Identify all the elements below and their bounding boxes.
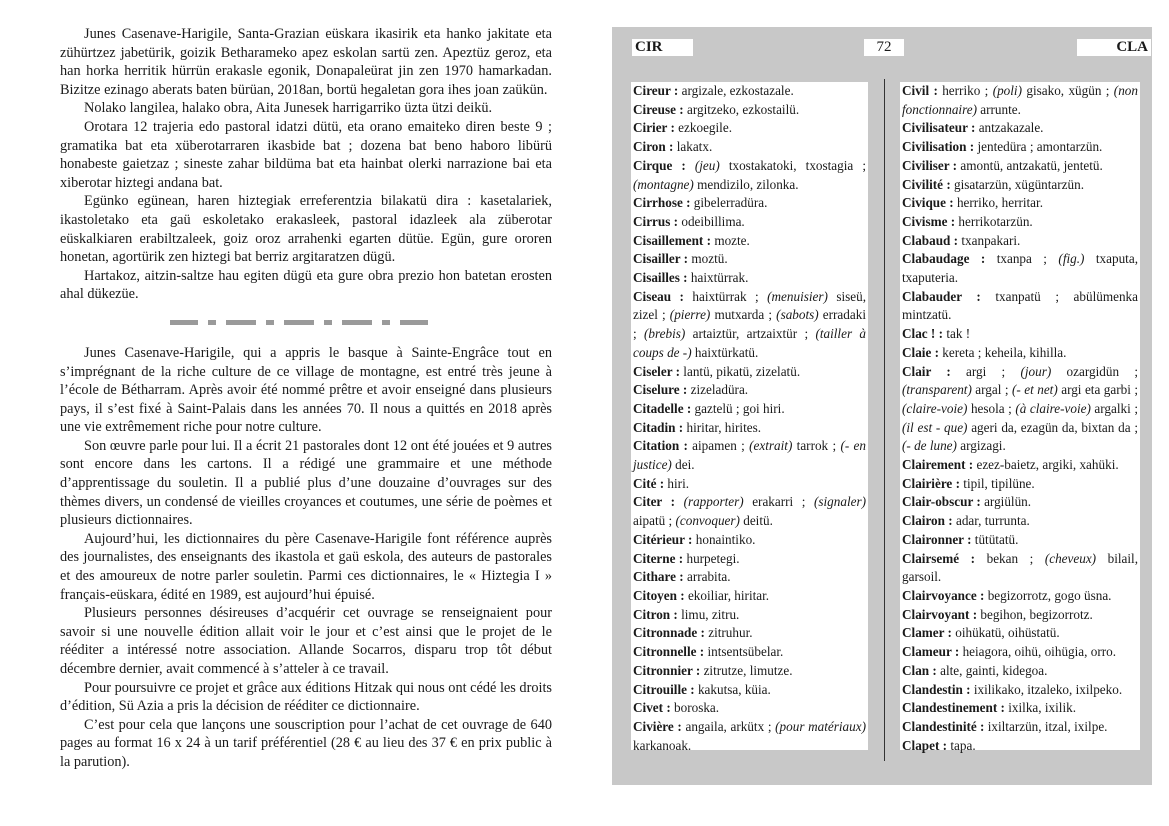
- basque-paragraph-3: Orotara 12 trajeria edo pastoral idatzi dütü, eta orano emaiteko diren beste 9 ; gramatika bat eta xüberotarraren ikasbide bat ; dozena bat beno haboro libürü honabeste gaietzaz ; sineste zahar bildüma bat eta hainbat olerki narrazione bai eta xiberotar hiztegi andana bat.: [60, 118, 552, 191]
- entry-headword: Citoyen :: [633, 587, 685, 603]
- entry-headword: Claironner :: [902, 531, 972, 547]
- entry-headword: Citerne :: [633, 550, 684, 566]
- dictionary-entry: [633, 400, 866, 419]
- entry-translation: ageri da, ezagün da, bixtan da ;: [967, 419, 1138, 435]
- dictionary-entry: [633, 493, 866, 530]
- entry-usage-note: (transparent): [902, 382, 972, 398]
- dictionary-entry: [633, 643, 866, 662]
- entry-translation: kereta ; keheila, kihilla.: [939, 344, 1067, 360]
- dictionary-entry: [902, 531, 1138, 550]
- entry-usage-note: (montagne): [633, 176, 694, 192]
- dictionary-entry: [902, 363, 1138, 457]
- entry-translation: oihükatü, oihüstatü.: [951, 625, 1060, 641]
- entry-translation: bilail, garsoil.: [902, 550, 1139, 585]
- entry-headword: Cisailler :: [633, 251, 689, 267]
- entry-headword: Cirque :: [633, 157, 686, 173]
- dictionary-entry: [902, 82, 1138, 119]
- entry-translation: argitzeko, ezkostailü.: [683, 101, 800, 117]
- entry-headword: Civil :: [902, 83, 938, 98]
- entry-translation: amontü, antzakatü, jentetü.: [957, 157, 1103, 173]
- entry-headword: Cirier :: [633, 120, 675, 136]
- entry-usage-note: (non fonctionnaire): [902, 83, 1138, 117]
- entry-headword: Clairvoyant :: [902, 606, 978, 622]
- entry-translation: ezkoegile.: [674, 120, 732, 136]
- entry-translation: tak !: [943, 326, 971, 342]
- dictionary-entry: [633, 213, 866, 232]
- entry-translation: hesola ;: [967, 400, 1016, 416]
- entry-usage-note: (rapporter): [683, 494, 744, 510]
- dictionary-entry: [633, 82, 866, 101]
- dictionary-entry: [633, 699, 866, 718]
- entry-translation: begihon, begizorrotz.: [977, 606, 1093, 622]
- entry-usage-note: (tailler à coups de -): [633, 326, 866, 360]
- entry-translation: gibelerradüra.: [690, 195, 768, 211]
- entry-usage-note: (convoquer): [675, 513, 740, 529]
- dictionary-entry: [633, 232, 866, 251]
- entry-headword: Citadelle :: [633, 400, 692, 416]
- basque-paragraph-2: Nolako langilea, halako obra, Aita Junesek harrigarriko üzta ützi deikü.: [84, 100, 493, 117]
- dictionary-entry: [633, 624, 866, 643]
- entry-headword: Civilisateur :: [902, 120, 976, 136]
- entry-headword: Clairon :: [902, 513, 953, 529]
- entry-usage-note: (poli): [992, 83, 1022, 98]
- entry-translation: honaintiko.: [692, 531, 756, 547]
- french-paragraph-6: C’est pour cela que lançons une souscription pour l’achat de cet ouvrage de 640 pages au format 16 x 24 à un tarif préférentiel (28 € au lieu des 37 € en prix public à la parution).: [60, 716, 552, 770]
- entry-translation: haixtürrak.: [687, 270, 749, 286]
- entry-translation: angaila, arkütx ;: [681, 718, 776, 734]
- entry-headword: Clandestinité :: [902, 718, 985, 734]
- dictionary-entry: [902, 662, 1138, 681]
- entry-headword: Civiliser :: [902, 157, 958, 173]
- entry-translation: intsentsübelar.: [704, 644, 784, 660]
- entry-translation: gisatarzün, xügüntarzün.: [950, 176, 1085, 192]
- entry-translation: argi eta garbi ;: [1057, 382, 1138, 398]
- entry-translation: argizale, ezkostazale.: [678, 83, 794, 98]
- entry-usage-note: (extrait): [749, 438, 793, 454]
- dictionary-entry: [902, 587, 1138, 606]
- entry-translation: heiagora, oihü, oihügia, orro.: [959, 644, 1117, 660]
- entry-headword: Clairvoyance :: [902, 587, 985, 603]
- basque-paragraph-1: Junes Casenave-Harigile, Santa-Grazian eüskara ikasirik eta hanko jakitate eta zühürtzez jabetürik, goizik Betharameko apez eskolan sartü zen. Apeztüz geroz, eta han horka herritik hürrün erakasle egonik, Donapaleürat jin zen 1970 hamarkadan. Bizitze ezinago aberats baten bürüan, 2018an, bortü hegaletan gora ihes joan zaükün.: [60, 26, 552, 98]
- entry-translation: ixilka, ixilik.: [1004, 700, 1077, 716]
- entry-translation: txaputa, txaputeria.: [902, 251, 1138, 286]
- dictionary-entry: [633, 718, 866, 755]
- entry-headword: Citronnelle :: [633, 644, 705, 660]
- entry-translation: dei.: [671, 457, 695, 473]
- entry-translation: siseü, zizel ;: [633, 288, 867, 323]
- entry-headword: Clandestin :: [902, 681, 971, 697]
- entry-translation: erradaki ;: [633, 307, 866, 342]
- entry-headword: Ciselure :: [633, 382, 688, 398]
- entry-headword: Clabaud :: [902, 232, 959, 248]
- entry-translation: adar, turrunta.: [952, 513, 1030, 529]
- dictionary-entry: [633, 419, 866, 438]
- entry-translation: hurpetegi.: [683, 550, 740, 566]
- entry-translation: ekoiliar, hiritar.: [684, 587, 770, 603]
- dictionary-entry: [902, 232, 1138, 251]
- entry-headword: Clairsemé :: [902, 550, 976, 566]
- entry-usage-note: (- de lune): [902, 438, 957, 454]
- entry-translation: txanpatü ; abülümenka mintzatü.: [902, 288, 1138, 323]
- entry-usage-note: (claire-voie): [902, 400, 968, 416]
- entry-translation: arrabita.: [683, 569, 731, 585]
- dictionary-entry: [633, 101, 866, 120]
- dictionary-entry: [633, 475, 866, 494]
- entry-headword: Clapet :: [902, 737, 948, 753]
- entry-usage-note: (- en justice): [633, 438, 866, 473]
- dictionary-entry: [902, 643, 1138, 662]
- left-page: [60, 25, 552, 772]
- dictionary-entry: [633, 437, 866, 474]
- entry-translation: jentedüra ; amontarzün.: [974, 139, 1103, 155]
- entry-translation: antzakazale.: [975, 120, 1044, 136]
- entry-headword: Citronnade :: [633, 625, 705, 641]
- entry-translation: tarrok ;: [792, 438, 841, 454]
- entry-usage-note: (jour): [1020, 363, 1052, 379]
- entry-usage-note: (brebis): [644, 326, 686, 342]
- entry-translation: ixilikako, itzaleko, ixilpeko.: [970, 681, 1123, 697]
- entry-usage-note: (à claire-voie): [1015, 400, 1091, 416]
- dictionary-entry: [902, 344, 1138, 363]
- entry-headword: Citron :: [633, 606, 678, 622]
- entry-translation: gisako, xügün ;: [1022, 83, 1114, 98]
- entry-headword: Citrouille :: [633, 681, 695, 697]
- dictionary-entry: [633, 606, 866, 625]
- column-divider: [884, 79, 885, 761]
- dictionary-entry: [902, 138, 1138, 157]
- entry-headword: Civisme :: [902, 213, 956, 229]
- entry-translation: zizeladüra.: [687, 382, 749, 398]
- entry-headword: Civière :: [633, 718, 682, 734]
- entry-translation: herrikotarzün.: [955, 213, 1033, 229]
- entry-translation: argal ;: [971, 382, 1013, 398]
- dictionary-entry: [902, 325, 1138, 344]
- french-paragraph-1: Junes Casenave-Harigile, qui a appris le basque à Sainte-Engrâce tout en s’imprégnant de la riche culture de ce village de montagne, est entré très jeune à l’école de Bétharram. Après avoir été nommé prêtre et avoir enseigné dans plusieurs pays, il s’est fixé à Saint-Palais dans les années 70. Il nous a quittés en 2018 après une vie extrêmement riche pour notre culture.: [60, 344, 552, 436]
- entry-translation: aipamen ;: [687, 438, 750, 454]
- entry-translation: txanpa ;: [985, 251, 1059, 267]
- entry-translation: txostakatoki, txostagia ;: [719, 157, 866, 173]
- entry-translation: alte, gainti, kidegoa.: [936, 662, 1048, 678]
- french-paragraph-3: Aujourd’hui, les dictionnaires du père Casenave-Harigile font référence auprès des journalistes, des enseignants des ikastola et gaü eskola, des auteurs de pastorales et des amoureux de notre parler souletin. Parmi ces dictionnaires, le « Hiztegia I » français-eüskara, édité en 1989, est aujourd’hui épuisé.: [60, 530, 552, 603]
- dictionary-entry: [902, 699, 1138, 718]
- entry-translation: odeibillima.: [678, 213, 745, 229]
- entry-usage-note: (sabots): [776, 307, 819, 323]
- entry-headword: Citation :: [633, 438, 688, 454]
- entry-translation: herriko ;: [937, 83, 993, 98]
- entry-translation: zitrutze, limutze.: [700, 662, 793, 678]
- entry-translation: tapa.: [947, 737, 976, 753]
- entry-headword: Clandestinement :: [902, 700, 1005, 716]
- entry-usage-note: (pierre): [669, 307, 711, 323]
- entry-headword: Cisaillement :: [633, 232, 712, 248]
- dictionary-entry: [902, 119, 1138, 138]
- entry-headword: Cirrus :: [633, 213, 679, 229]
- entry-translation: artaiztür, artzaixtür ;: [685, 326, 816, 342]
- entry-headword: Civilisation :: [902, 139, 975, 155]
- header-first-word: CIR: [632, 39, 693, 56]
- entry-headword: Cithare :: [633, 569, 684, 585]
- entry-headword: Cirrhose :: [633, 195, 691, 211]
- entry-translation: argi ;: [950, 363, 1021, 379]
- entry-translation: moztü.: [688, 251, 728, 267]
- french-paragraph-2: Son œuvre parle pour lui. Il a écrit 21 pastorales dont 12 ont été jouées et 9 autres sont encore dans les cartons. Il a rédigé une grammaire et une méthode d’apprentissage du souletin. Il a publié plus d’une douzaine d’ouvrages sur des thèmes divers, un condensé de vieilles croyances et coutumes, une série de poèmes et plusieurs dictionnaires.: [60, 437, 552, 529]
- entry-translation: hiri.: [664, 475, 690, 491]
- entry-translation: argizagi.: [956, 438, 1006, 454]
- dictionary-entry: [633, 138, 866, 157]
- section-separator: [60, 308, 552, 338]
- entry-translation: mozte.: [711, 232, 750, 248]
- dictionary-entry: [902, 456, 1138, 475]
- entry-translation: karkanoak.: [633, 737, 692, 753]
- entry-translation: boroska.: [670, 700, 720, 716]
- entry-headword: Citadin :: [633, 419, 684, 435]
- entry-translation: tipil, tipilüne.: [959, 475, 1035, 491]
- entry-headword: Citérieur :: [633, 531, 693, 547]
- dictionary-entry: [902, 550, 1138, 587]
- entry-translation: [686, 158, 695, 173]
- dictionary-entry: [902, 288, 1138, 325]
- entry-headword: Cisailles :: [633, 270, 688, 286]
- entry-usage-note: (il est - que): [902, 419, 968, 435]
- dictionary-entry: [633, 250, 866, 269]
- entry-translation: kakutsa, küia.: [694, 681, 771, 697]
- entry-translation: begizorrotz, gogo üsna.: [984, 587, 1112, 603]
- entry-translation: arrunte.: [976, 101, 1021, 117]
- entry-headword: Claie :: [902, 344, 939, 360]
- entry-translation: [675, 494, 684, 509]
- entry-headword: Clamer :: [902, 625, 952, 641]
- dictionary-entry: [902, 737, 1138, 756]
- entry-translation: gaztelü ; goi hiri.: [691, 400, 785, 416]
- dictionary-column-right: [900, 82, 1140, 753]
- entry-usage-note: (pour matériaux): [775, 718, 866, 734]
- french-paragraph-5: Pour poursuivre ce projet et grâce aux éditions Hitzak qui nous ont cédé les droits d’édition, Sü Azia a pris la décision de rééditer ce dictionnaire.: [60, 679, 552, 715]
- entry-translation: ozargidün ;: [1051, 363, 1138, 379]
- entry-translation: aipatü ;: [633, 513, 676, 529]
- entry-translation: argalki ;: [1090, 400, 1138, 416]
- entry-translation: lakatx.: [673, 139, 713, 155]
- dictionary-entry: [633, 157, 866, 194]
- entry-translation: argiülün.: [980, 494, 1032, 510]
- entry-headword: Clabaudage :: [902, 251, 986, 267]
- entry-headword: Citronnier :: [633, 662, 701, 678]
- entry-usage-note: (- et net): [1012, 382, 1058, 398]
- entry-translation: txanpakari.: [958, 232, 1021, 248]
- entry-translation: deitü.: [739, 513, 773, 529]
- dictionary-page: [612, 27, 1152, 785]
- dictionary-entry: [902, 493, 1138, 512]
- entry-translation: zitruhur.: [704, 625, 753, 641]
- dictionary-entry: [633, 288, 866, 363]
- dictionary-column-left: [631, 82, 868, 753]
- entry-translation: mendizilo, zilonka.: [693, 176, 799, 192]
- dictionary-entry: [633, 681, 866, 700]
- entry-translation: haixtürkatü.: [691, 344, 759, 360]
- dictionary-entry: [902, 681, 1138, 700]
- entry-translation: erakarri ;: [743, 494, 814, 510]
- entry-headword: Ciseau :: [633, 288, 684, 304]
- entry-usage-note: (menuisier): [767, 288, 828, 304]
- dictionary-entry: [633, 363, 866, 382]
- entry-headword: Clac ! :: [902, 326, 944, 342]
- entry-translation: mutxarda ;: [710, 307, 777, 323]
- dictionary-entry: [633, 550, 866, 569]
- entry-translation: bekan ;: [975, 550, 1045, 566]
- dictionary-entry: [902, 213, 1138, 232]
- dictionary-entry: [902, 250, 1138, 287]
- dictionary-entry: [902, 475, 1138, 494]
- entry-headword: Clair :: [902, 363, 951, 379]
- entry-headword: Cireur :: [633, 83, 679, 98]
- entry-headword: Civilité :: [902, 176, 951, 192]
- dictionary-entry: [633, 119, 866, 138]
- basque-paragraph-4: Egünko egünean, haren hiztegiak erreferentzia bilakatü dira : kasetalariek, ikastoletako eta gaü eskoletako erakasleek, pastoral idazleek ala züberotar eüskalkiaren erabiltzaleek, goiz oroz arrahenki egarten dütüe. Egün, gure ororen honetan, agortürik zen hiztegi bat berriz argitaratzen dügü.: [60, 193, 552, 266]
- entry-usage-note: (cheveux): [1044, 550, 1097, 566]
- basque-paragraph-5: Hartakoz, aitzin-saltze hau egiten dügü eta gure obra prezio hon batetan erosten ahal dükezüe.: [60, 267, 552, 303]
- entry-usage-note: (signaler): [813, 494, 866, 510]
- page-number: 72: [864, 39, 904, 56]
- entry-headword: Clairement :: [902, 457, 974, 473]
- french-paragraph-4: Plusieurs personnes désireuses d’acquérir cet ouvrage se renseignaient pour savoir si une nouvelle édition allait voir le jour et c’est ainsi que le projet de le rééditer a intéressé notre association. Allande Socarros, disparu trop tôt début décembre dernier, avait commencé à s’atteler à ce travail.: [60, 605, 552, 677]
- entry-translation: hiritar, hirites.: [683, 419, 762, 435]
- dictionary-entry: [902, 194, 1138, 213]
- entry-headword: Clair-obscur :: [902, 494, 981, 510]
- dictionary-entry: [902, 624, 1138, 643]
- dictionary-entry: [633, 269, 866, 288]
- dictionary-entry: [902, 157, 1138, 176]
- dictionary-entry: [633, 531, 866, 550]
- entry-translation: haixtürrak ;: [683, 288, 768, 304]
- entry-usage-note: (jeu): [694, 157, 720, 173]
- dictionary-entry: [633, 194, 866, 213]
- dictionary-entry: [902, 512, 1138, 531]
- dictionary-entry: [633, 381, 866, 400]
- entry-headword: Clairière :: [902, 475, 960, 491]
- entry-headword: Ciron :: [633, 139, 674, 155]
- header-last-word: CLA: [1077, 39, 1151, 56]
- dictionary-entry: [633, 587, 866, 606]
- entry-headword: Clameur :: [902, 644, 960, 660]
- entry-headword: Cité :: [633, 475, 665, 491]
- entry-translation: ixiltarzün, itzal, ixilpe.: [984, 718, 1108, 734]
- entry-translation: ezez-baietz, argiki, xahüki.: [973, 457, 1119, 473]
- entry-usage-note: (fig.): [1058, 251, 1085, 267]
- dictionary-entry: [633, 568, 866, 587]
- entry-translation: lantü, pikatü, zizelatü.: [680, 363, 801, 379]
- entry-headword: Ciseler :: [633, 363, 680, 379]
- dictionary-entry: [902, 718, 1138, 737]
- entry-translation: limu, zitru.: [677, 606, 740, 622]
- entry-translation: herriko, herritar.: [953, 195, 1043, 211]
- entry-headword: Civique :: [902, 195, 954, 211]
- entry-headword: Civet :: [633, 700, 671, 716]
- entry-headword: Cireuse :: [633, 101, 684, 117]
- dictionary-entry: [902, 176, 1138, 195]
- dictionary-entry: [633, 662, 866, 681]
- entry-headword: Clan :: [902, 662, 937, 678]
- entry-headword: Clabauder :: [902, 288, 981, 304]
- entry-headword: Citer :: [633, 494, 675, 510]
- dictionary-entry: [902, 606, 1138, 625]
- entry-translation: tütütatü.: [971, 531, 1019, 547]
